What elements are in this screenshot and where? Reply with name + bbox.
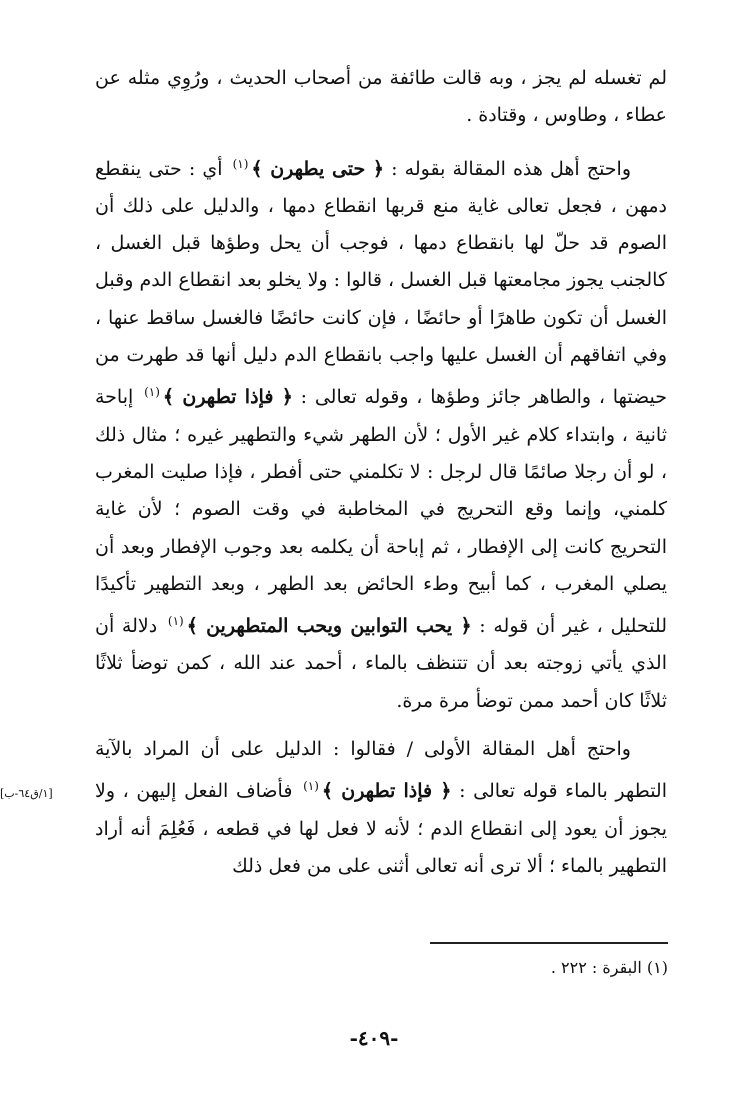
text-run: واحتج أهل المقالة الأولى / فقالوا : الدليل على أن المراد بالآية التطهر بالماء قوله تعالى : (95, 738, 668, 803)
text-run: أي : حتى ينقطع دمهن ، فجعل تعالى غاية منع قربها انقطاع دمها ، والدليل على ذلك أن الصوم قد حلّ لها بانقطاع دمها ، فوجب أن يحل وطؤها قبل الغسل ، كالجنب يجوز مجامعتها قبل الغسل ، قالوا : ولا يخلو بعد انقطاع الدم وقبل الغسل أن تكون طاهرًا أو حائضًا ، فإن كانت حائضًا فالغسل ساقط عنها ، وفي اتفاقهم أن الغسل عليها واجب بانقطاع الدم دليل أنها قد طهرت من حيضتها ، والطاهر جائز وطؤها ، وقوله تعالى : (95, 157, 668, 409)
quranic-quote: ﴿ فإذا تطهرن ﴾ (321, 780, 452, 803)
quranic-quote: ﴿ فإذا تطهرن ﴾ (162, 386, 293, 409)
paragraph (95, 146, 667, 720)
manuscript-margin-note: [١/ق٦٤-ب] (0, 787, 53, 800)
footnote-marker: (١) (167, 614, 184, 629)
text-run: فأضاف الفعل إليهن ، ولا يجوز أن يعود إلى انقطاع الدم ؛ لأنه لا فعل لها في قطعه ، فَعُلِمَ أنه أراد التطهير بالماء ؛ ألا ترى أنه تعالى أثنى على من فعل ذلك (95, 780, 667, 877)
quranic-quote: ﴿ حتى يطهرن ﴾ (251, 157, 385, 180)
main-text (95, 60, 667, 885)
footnote: (١) البقرة : ٢٢٢ . (550, 958, 668, 977)
footnote-separator (430, 942, 668, 944)
text-run: لم تغسله لم يجز ، وبه قالت طائفة من أصحاب الحديث ، ورُوِي مثله عن عطاء ، وطاوس ، وقتادة . (95, 67, 667, 127)
text-run: دلالة أن الذي يأتي زوجته بعد أن تتنظف بالماء ، أحمد عند الله ، كمن توضأ ثلاثًا ثلاثًا كان أحمد ممن توضأ مرة مرة. (95, 615, 667, 712)
footnote-marker: (١) (144, 385, 160, 400)
text-run: إباحة ثانية ، وابتداء كلام غير الأول ؛ لأن الطهر شيء والتطهير غيره ؛ مثال ذلك ، لو أن رجلا صائمًا قال لرجل : لا تكلمني حتى أفطر ، فإذا صليت المغرب كلمني، وإنما وقع التحريج في المخاطبة في وقت الصوم ؛ لأن غاية التحريج كانت إلى الإفطار ، ثم إباحة أن يكلمه بعد وجوب الإفطار وبعد أن يصلي المغرب ، كما أبيح وطء الحائض بعد الطهر ، وبعد التطهير تأكيدًا للتحليل ، غير أن قوله : (95, 386, 667, 638)
text-run: واحتج أهل هذه المقالة بقوله : (384, 157, 631, 180)
footnote-marker: (١) (303, 779, 319, 794)
page-number: -٤٠٩- (349, 1026, 399, 1050)
quranic-quote: ﴿ يحب التوابين ويحب المتطهرين ﴾ (186, 615, 472, 638)
paragraph (95, 60, 667, 135)
paragraph (95, 731, 667, 885)
footnote-marker: (١) (232, 156, 249, 171)
